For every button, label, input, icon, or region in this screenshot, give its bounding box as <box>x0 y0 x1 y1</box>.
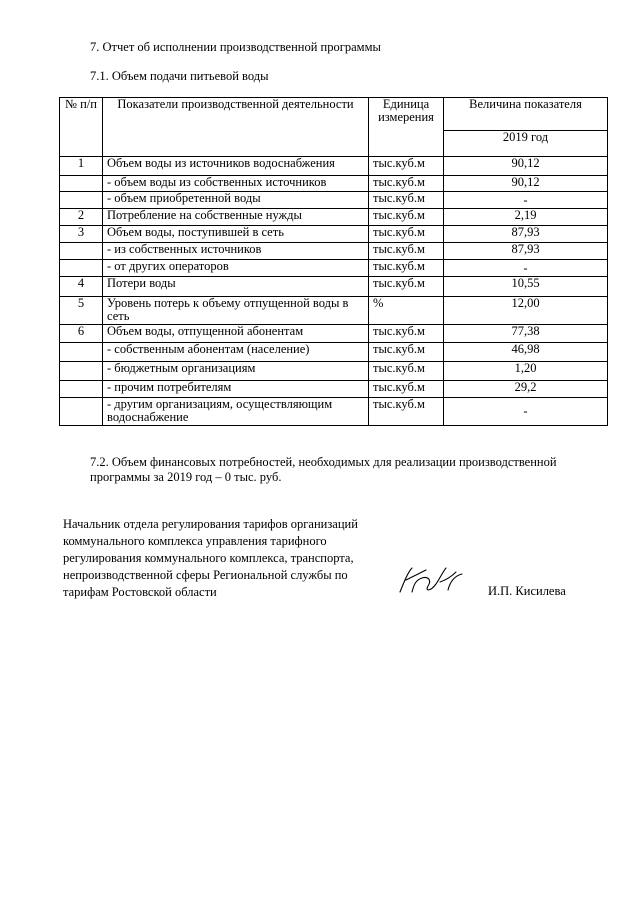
row-num <box>60 381 103 398</box>
table-row <box>60 277 608 297</box>
water-supply-table <box>59 97 608 426</box>
handwritten-signature <box>392 564 472 598</box>
header-unit: Единица измерения <box>369 98 444 157</box>
row-value: 29,2 <box>444 381 608 398</box>
row-unit: тыс.куб.м <box>369 362 444 381</box>
row-value: 12,00 <box>444 297 608 325</box>
row-num: 6 <box>60 325 103 343</box>
table-row <box>60 297 608 325</box>
row-unit: тыс.куб.м <box>369 381 444 398</box>
row-label: - другим организациям, осуществляющим водоснабжение <box>103 398 369 426</box>
subsection-title: 7.1. Объем подачи питьевой воды <box>90 69 269 83</box>
row-label: - от других операторов <box>103 260 369 277</box>
row-unit: тыс.куб.м <box>369 243 444 260</box>
row-unit: тыс.куб.м <box>369 325 444 343</box>
row-num: 1 <box>60 157 103 176</box>
table-row <box>60 176 608 192</box>
row-num: 3 <box>60 226 103 243</box>
row-num: 5 <box>60 297 103 325</box>
row-label: - из собственных источников <box>103 243 369 260</box>
table-row <box>60 243 608 260</box>
row-unit: тыс.куб.м <box>369 226 444 243</box>
table-row <box>60 325 608 343</box>
signatory-name: И.П. Кисилева <box>488 584 566 598</box>
table-row <box>60 260 608 277</box>
row-label: Объем воды, отпущенной абонентам <box>103 325 369 343</box>
row-value: - <box>444 260 608 277</box>
table-row <box>60 192 608 209</box>
row-unit: тыс.куб.м <box>369 277 444 297</box>
table-row <box>60 226 608 243</box>
row-num: 2 <box>60 209 103 226</box>
row-num <box>60 398 103 426</box>
row-label: Потери воды <box>103 277 369 297</box>
header-num: № п/п <box>60 98 103 157</box>
row-unit: тыс.куб.м <box>369 398 444 426</box>
row-value: 77,38 <box>444 325 608 343</box>
row-unit: тыс.куб.м <box>369 209 444 226</box>
row-num <box>60 362 103 381</box>
header-indicator: Показатели производственной деятельности <box>103 98 369 157</box>
row-value: - <box>444 192 608 209</box>
row-value: 2,19 <box>444 209 608 226</box>
row-num <box>60 343 103 362</box>
table-row <box>60 362 608 381</box>
row-label: Объем воды из источников водоснабжения <box>103 157 369 176</box>
row-label: Потребление на собственные нужды <box>103 209 369 226</box>
row-value: 87,93 <box>444 243 608 260</box>
row-value: 87,93 <box>444 226 608 243</box>
header-year: 2019 год <box>444 131 608 157</box>
table-row <box>60 398 608 426</box>
row-unit: тыс.куб.м <box>369 192 444 209</box>
row-label: Уровень потерь к объему отпущенной воды в сеть <box>103 297 369 325</box>
row-num <box>60 243 103 260</box>
row-num <box>60 192 103 209</box>
row-value: 1,20 <box>444 362 608 381</box>
row-label: - объем воды из собственных источников <box>103 176 369 192</box>
row-unit: тыс.куб.м <box>369 260 444 277</box>
table-row <box>60 343 608 362</box>
table-row <box>60 157 608 176</box>
row-value: - <box>444 398 608 426</box>
section-title: 7. Отчет об исполнении производственной программы <box>90 40 381 54</box>
row-value: 46,98 <box>444 343 608 362</box>
row-value: 90,12 <box>444 157 608 176</box>
row-label: - прочим потребителям <box>103 381 369 398</box>
row-num <box>60 260 103 277</box>
row-label: - объем приобретенной воды <box>103 192 369 209</box>
row-unit: % <box>369 297 444 325</box>
row-unit: тыс.куб.м <box>369 343 444 362</box>
row-num <box>60 176 103 192</box>
row-label: - собственным абонентам (население) <box>103 343 369 362</box>
table-row <box>60 381 608 398</box>
row-value: 10,55 <box>444 277 608 297</box>
row-unit: тыс.куб.м <box>369 176 444 192</box>
financial-note: 7.2. Объем финансовых потребностей, необходимых для реализации производственной программы за 2019 год – 0 тыс. руб. <box>90 455 557 484</box>
row-value: 90,12 <box>444 176 608 192</box>
row-label: - бюджетным организациям <box>103 362 369 381</box>
signatory-title: Начальник отдела регулирования тарифов организаций коммунального комплекса управления тарифного регулирования коммунального комплекса, транспорта, непроизводственной сферы Региональной службы по тарифам Ростовской области <box>63 517 358 599</box>
row-unit: тыс.куб.м <box>369 157 444 176</box>
row-label: Объем воды, поступившей в сеть <box>103 226 369 243</box>
row-num: 4 <box>60 277 103 297</box>
table-row <box>60 209 608 226</box>
header-value: Величина показателя <box>444 98 608 131</box>
